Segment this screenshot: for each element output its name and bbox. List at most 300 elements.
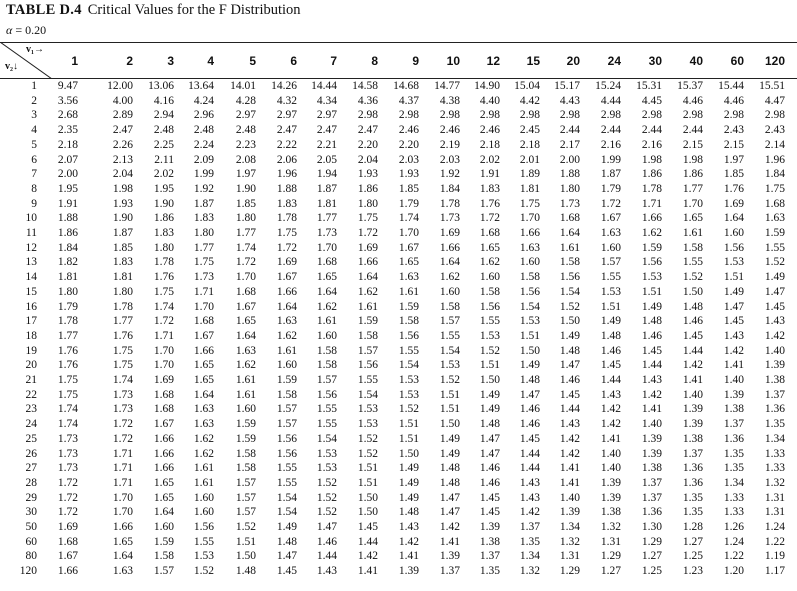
row-header: 25 xyxy=(25,432,37,445)
table-cell: 1.62 xyxy=(193,447,214,460)
row-header: 4 xyxy=(31,124,37,137)
table-cell: 1.53 xyxy=(600,285,621,298)
table-cell: 1.65 xyxy=(235,315,256,328)
table-cell: 1.54 xyxy=(357,388,378,401)
table-cell: 1.60 xyxy=(276,359,297,372)
column-header: 5 xyxy=(249,54,256,68)
table-cell: 1.52 xyxy=(316,491,337,504)
table-cell: 1.64 xyxy=(357,271,378,284)
table-cell: 1.67 xyxy=(235,300,256,313)
table-cell: 1.88 xyxy=(559,168,580,181)
table-cell: 1.70 xyxy=(235,271,256,284)
table-cell: 1.62 xyxy=(276,329,297,342)
row-header: 23 xyxy=(25,403,37,416)
table-cell: 2.21 xyxy=(316,138,337,151)
table-cell: 1.83 xyxy=(112,256,133,269)
table-cell: 1.60 xyxy=(193,491,214,504)
table-cell: 1.80 xyxy=(357,197,378,210)
column-header: 2 xyxy=(126,54,133,68)
table-cell: 15.17 xyxy=(554,80,580,92)
table-cell: 1.48 xyxy=(519,374,540,386)
row-header: 18 xyxy=(25,329,37,342)
table-cell: 1.19 xyxy=(764,550,785,563)
table-cell: 1.67 xyxy=(276,271,297,284)
table-cell: 1.50 xyxy=(479,374,500,386)
table-cell: 1.66 xyxy=(357,256,378,269)
table-cell: 14.77 xyxy=(434,80,460,92)
table-cell: 1.39 xyxy=(479,521,500,533)
column-header: 30 xyxy=(648,54,662,68)
table-cell: 2.46 xyxy=(479,124,500,137)
table-cell: 1.60 xyxy=(235,403,256,416)
table-cell: 1.41 xyxy=(682,374,703,386)
header-top-rule xyxy=(0,42,797,43)
table-cell: 1.65 xyxy=(193,374,214,386)
table-cell: 1.59 xyxy=(235,418,256,431)
table-cell: 1.70 xyxy=(153,344,174,357)
row-header: 14 xyxy=(25,271,37,284)
row-header: 20 xyxy=(25,359,37,372)
table-cell: 1.43 xyxy=(600,388,621,401)
table-cell: 1.83 xyxy=(153,227,174,239)
table-cell: 1.59 xyxy=(764,227,785,239)
table-cell: 1.47 xyxy=(723,300,744,313)
table-cell: 1.66 xyxy=(112,521,133,533)
table-cell: 1.54 xyxy=(398,359,419,372)
table-cell: 1.73 xyxy=(193,271,214,284)
row-header: 24 xyxy=(25,418,37,431)
table-cell: 2.06 xyxy=(276,153,297,166)
table-cell: 4.32 xyxy=(276,94,297,107)
table-cell: 2.16 xyxy=(600,138,621,151)
table-cell: 1.49 xyxy=(764,271,785,284)
table-cell: 1.66 xyxy=(193,344,214,357)
table-cell: 3.56 xyxy=(57,94,78,107)
table-cell: 2.98 xyxy=(723,109,744,122)
table-cell: 1.45 xyxy=(559,388,580,401)
table-cell: 2.44 xyxy=(682,124,703,137)
table-cell: 1.70 xyxy=(153,359,174,372)
table-cell: 1.31 xyxy=(600,535,621,548)
table-cell: 2.48 xyxy=(153,124,174,137)
table-cell: 2.98 xyxy=(519,109,540,122)
table-cell: 1.80 xyxy=(153,241,174,254)
table-cell: 1.53 xyxy=(316,447,337,460)
table-cell: 1.46 xyxy=(641,329,662,342)
table-cell: 1.62 xyxy=(357,285,378,298)
table-cell: 1.49 xyxy=(276,521,297,533)
table-cell: 1.96 xyxy=(276,168,297,181)
table-cell: 4.44 xyxy=(600,94,621,107)
table-cell: 1.55 xyxy=(682,256,703,269)
table-cell: 1.72 xyxy=(57,491,78,504)
table-cell: 1.40 xyxy=(600,462,621,475)
table-cell: 1.47 xyxy=(479,447,500,460)
table-cell: 1.34 xyxy=(519,550,540,563)
table-cell: 1.90 xyxy=(153,197,174,210)
table-cell: 1.57 xyxy=(439,315,460,328)
row-header: 29 xyxy=(25,491,37,504)
table-cell: 2.98 xyxy=(439,109,460,122)
table-cell: 1.63 xyxy=(193,418,214,431)
table-cell: 1.71 xyxy=(112,447,133,460)
table-cell: 1.79 xyxy=(57,300,78,313)
table-cell: 1.69 xyxy=(357,241,378,254)
table-cell: 14.44 xyxy=(311,80,337,92)
table-cell: 1.49 xyxy=(398,476,419,489)
row-header: 1 xyxy=(31,80,37,92)
table-cell: 1.51 xyxy=(641,285,662,298)
table-cell: 1.75 xyxy=(764,182,785,195)
table-cell: 1.39 xyxy=(600,476,621,489)
table-cell: 1.29 xyxy=(600,550,621,563)
table-cell: 1.96 xyxy=(764,153,785,166)
column-header: 40 xyxy=(689,54,703,68)
table-cell: 14.01 xyxy=(230,80,256,92)
table-cell: 1.39 xyxy=(398,565,419,578)
table-cell: 4.40 xyxy=(479,94,500,107)
table-cell: 1.97 xyxy=(235,168,256,181)
table-cell: 1.59 xyxy=(398,300,419,313)
table-cell: 1.53 xyxy=(439,359,460,372)
table-cell: 1.84 xyxy=(439,182,460,195)
table-cell: 1.55 xyxy=(439,329,460,342)
table-cell: 1.26 xyxy=(723,521,744,533)
row-header: 11 xyxy=(25,227,37,239)
table-cell: 1.71 xyxy=(641,197,662,210)
table-cell: 1.74 xyxy=(235,241,256,254)
table-cell: 1.72 xyxy=(153,315,174,328)
table-cell: 1.38 xyxy=(723,403,744,416)
table-cell: 1.40 xyxy=(723,374,744,386)
table-cell: 1.55 xyxy=(357,374,378,386)
table-cell: 1.53 xyxy=(641,271,662,284)
table-cell: 1.62 xyxy=(641,227,662,239)
table-cell: 1.58 xyxy=(316,344,337,357)
table-cell: 1.65 xyxy=(316,271,337,284)
table-cell: 1.49 xyxy=(398,491,419,504)
table-cell: 1.51 xyxy=(439,388,460,401)
table-cell: 1.77 xyxy=(235,227,256,239)
table-cell: 1.55 xyxy=(398,344,419,357)
table-cell: 1.32 xyxy=(764,476,785,489)
table-cell: 1.68 xyxy=(316,256,337,269)
table-cell: 1.33 xyxy=(764,447,785,460)
table-cell: 1.78 xyxy=(276,212,297,225)
table-cell: 1.37 xyxy=(682,447,703,460)
table-cell: 1.57 xyxy=(153,565,174,578)
table-cell: 1.51 xyxy=(479,359,500,372)
table-cell: 1.64 xyxy=(112,550,133,563)
table-cell: 1.41 xyxy=(357,565,378,578)
table-cell: 1.31 xyxy=(764,506,785,519)
table-cell: 1.80 xyxy=(235,212,256,225)
table-cell: 2.46 xyxy=(398,124,419,137)
table-cell: 1.74 xyxy=(112,374,133,386)
table-cell: 1.63 xyxy=(600,227,621,239)
table-cell: 1.42 xyxy=(398,535,419,548)
table-cell: 1.59 xyxy=(641,241,662,254)
header-bottom-rule xyxy=(0,78,797,79)
table-cell: 1.54 xyxy=(276,506,297,519)
table-cell: 1.63 xyxy=(398,271,419,284)
table-cell: 1.31 xyxy=(559,550,580,563)
table-cell: 1.58 xyxy=(276,388,297,401)
table-cell: 1.63 xyxy=(112,565,133,578)
table-cell: 1.68 xyxy=(764,197,785,210)
table-cell: 1.58 xyxy=(357,329,378,342)
table-cell: 1.59 xyxy=(276,374,297,386)
table-cell: 1.60 xyxy=(193,506,214,519)
table-cell: 1.40 xyxy=(641,418,662,431)
table-cell: 1.55 xyxy=(479,315,500,328)
table-cell: 2.09 xyxy=(193,153,214,166)
table-cell: 1.27 xyxy=(600,565,621,578)
table-cell: 1.67 xyxy=(153,418,174,431)
table-cell: 1.56 xyxy=(723,241,744,254)
table-cell: 1.40 xyxy=(600,447,621,460)
table-cell: 1.64 xyxy=(193,388,214,401)
table-cell: 1.77 xyxy=(193,241,214,254)
table-cell: 1.41 xyxy=(398,550,419,563)
table-cell: 1.61 xyxy=(682,227,703,239)
table-cell: 1.68 xyxy=(193,315,214,328)
row-header: 30 xyxy=(25,506,37,519)
table-cell: 1.49 xyxy=(641,300,662,313)
table-cell: 1.69 xyxy=(439,227,460,239)
table-cell: 2.17 xyxy=(559,138,580,151)
table-cell: 1.98 xyxy=(641,153,662,166)
table-cell: 1.34 xyxy=(723,476,744,489)
table-cell: 2.98 xyxy=(479,109,500,122)
table-cell: 2.22 xyxy=(276,138,297,151)
table-cell: 1.57 xyxy=(235,491,256,504)
table-cell: 1.55 xyxy=(316,403,337,416)
table-cell: 1.53 xyxy=(519,315,540,328)
table-cell: 15.04 xyxy=(514,80,540,92)
table-cell: 1.62 xyxy=(235,359,256,372)
table-cell: 4.37 xyxy=(398,94,419,107)
table-cell: 1.61 xyxy=(276,344,297,357)
table-cell: 2.18 xyxy=(479,138,500,151)
table-cell: 2.07 xyxy=(57,153,78,166)
table-cell: 1.86 xyxy=(682,168,703,181)
table-cell: 1.44 xyxy=(519,447,540,460)
table-cell: 1.78 xyxy=(57,315,78,328)
table-cell: 1.71 xyxy=(112,476,133,489)
table-cell: 4.16 xyxy=(153,94,174,107)
table-cell: 1.88 xyxy=(57,212,78,225)
column-header: 1 xyxy=(71,54,78,68)
table-cell: 1.40 xyxy=(764,344,785,357)
table-cell: 1.62 xyxy=(193,432,214,445)
table-cell: 14.26 xyxy=(271,80,297,92)
table-cell: 1.77 xyxy=(682,182,703,195)
table-cell: 1.58 xyxy=(559,256,580,269)
table-cell: 1.65 xyxy=(398,256,419,269)
table-cell: 1.57 xyxy=(600,256,621,269)
table-cell: 1.51 xyxy=(723,271,744,284)
table-cell: 1.43 xyxy=(519,491,540,504)
table-cell: 1.57 xyxy=(276,403,297,416)
table-title xyxy=(6,2,301,19)
table-cell: 1.24 xyxy=(723,535,744,548)
table-cell: 1.91 xyxy=(57,197,78,210)
table-cell: 1.86 xyxy=(57,227,78,239)
v2-label: v₂↓ xyxy=(5,61,18,72)
table-cell: 1.58 xyxy=(235,447,256,460)
table-cell: 1.46 xyxy=(519,418,540,431)
table-cell: 2.44 xyxy=(600,124,621,137)
row-header: 2 xyxy=(31,94,37,107)
table-cell: 1.84 xyxy=(764,168,785,181)
table-cell: 1.46 xyxy=(519,403,540,416)
table-cell: 2.43 xyxy=(764,124,785,137)
table-cell: 1.75 xyxy=(193,256,214,269)
table-cell: 1.50 xyxy=(439,418,460,431)
row-header: 7 xyxy=(31,168,37,181)
column-header: 9 xyxy=(412,54,419,68)
table-cell: 1.49 xyxy=(519,359,540,372)
table-cell: 2.03 xyxy=(398,153,419,166)
row-header: 15 xyxy=(25,285,37,298)
table-cell: 1.27 xyxy=(641,550,662,563)
table-cell: 1.52 xyxy=(479,344,500,357)
table-cell: 1.74 xyxy=(57,418,78,431)
table-cell: 1.80 xyxy=(559,182,580,195)
table-cell: 1.53 xyxy=(479,329,500,342)
table-cell: 1.70 xyxy=(112,506,133,519)
table-cell: 1.73 xyxy=(57,432,78,445)
table-cell: 1.53 xyxy=(316,462,337,475)
table-cell: 1.74 xyxy=(57,403,78,416)
table-cell: 1.85 xyxy=(723,168,744,181)
table-cell: 2.05 xyxy=(316,153,337,166)
table-cell: 1.72 xyxy=(57,506,78,519)
table-cell: 1.55 xyxy=(276,462,297,475)
table-cell: 1.44 xyxy=(641,359,662,372)
table-cell: 1.90 xyxy=(112,212,133,225)
table-cell: 1.50 xyxy=(519,344,540,357)
table-cell: 2.20 xyxy=(398,138,419,151)
table-cell: 1.73 xyxy=(559,197,580,210)
row-header: 28 xyxy=(25,476,37,489)
table-cell: 1.59 xyxy=(235,432,256,445)
table-cell: 1.47 xyxy=(764,285,785,298)
column-header: 3 xyxy=(167,54,174,68)
table-cell: 15.44 xyxy=(718,80,744,92)
table-cell: 1.20 xyxy=(723,565,744,578)
table-cell: 1.39 xyxy=(682,418,703,431)
table-cell: 1.53 xyxy=(723,256,744,269)
table-cell: 2.04 xyxy=(112,168,133,181)
table-cell: 1.42 xyxy=(559,447,580,460)
table-cell: 1.77 xyxy=(57,329,78,342)
table-cell: 1.68 xyxy=(153,388,174,401)
table-cell: 1.52 xyxy=(316,476,337,489)
table-cell: 1.52 xyxy=(357,432,378,445)
table-cell: 1.90 xyxy=(235,182,256,195)
table-cell: 1.39 xyxy=(559,506,580,519)
table-cell: 1.78 xyxy=(153,256,174,269)
table-cell: 1.56 xyxy=(276,432,297,445)
table-cell: 2.35 xyxy=(57,124,78,137)
table-cell: 1.75 xyxy=(57,374,78,386)
table-cell: 1.68 xyxy=(479,227,500,239)
table-cell: 1.85 xyxy=(398,182,419,195)
table-cell: 2.94 xyxy=(153,109,174,122)
table-cell: 1.64 xyxy=(235,329,256,342)
table-cell: 1.79 xyxy=(600,182,621,195)
table-cell: 1.72 xyxy=(112,432,133,445)
table-cell: 1.41 xyxy=(439,535,460,548)
table-cell: 4.46 xyxy=(682,94,703,107)
table-cell: 1.81 xyxy=(57,271,78,284)
table-cell: 4.38 xyxy=(439,94,460,107)
table-cell: 1.74 xyxy=(153,300,174,313)
table-cell: 1.17 xyxy=(764,565,785,578)
table-cell: 1.38 xyxy=(764,374,785,386)
table-cell: 1.72 xyxy=(600,197,621,210)
table-cell: 1.72 xyxy=(235,256,256,269)
table-cell: 2.15 xyxy=(723,138,744,151)
table-cell: 1.93 xyxy=(357,168,378,181)
table-cell: 1.76 xyxy=(479,197,500,210)
table-cell: 1.46 xyxy=(682,315,703,328)
table-cell: 1.68 xyxy=(559,212,580,225)
table-cell: 2.44 xyxy=(559,124,580,137)
table-cell: 1.39 xyxy=(641,432,662,445)
table-cell: 1.58 xyxy=(682,241,703,254)
table-cell: 1.64 xyxy=(316,285,337,298)
table-cell: 1.55 xyxy=(764,241,785,254)
table-cell: 1.60 xyxy=(316,329,337,342)
table-cell: 1.47 xyxy=(519,388,540,401)
table-cell: 4.28 xyxy=(235,94,256,107)
table-cell: 1.58 xyxy=(316,359,337,372)
table-cell: 1.93 xyxy=(398,168,419,181)
table-cell: 1.37 xyxy=(764,388,785,401)
table-cell: 1.53 xyxy=(193,550,214,563)
table-cell: 1.70 xyxy=(112,491,133,504)
table-cell: 2.04 xyxy=(357,153,378,166)
table-cell: 1.45 xyxy=(723,315,744,328)
table-cell: 1.38 xyxy=(600,506,621,519)
table-cell: 2.97 xyxy=(276,109,297,122)
table-cell: 1.56 xyxy=(519,285,540,298)
row-header: 10 xyxy=(25,212,37,225)
table-cell: 1.33 xyxy=(764,462,785,475)
table-cell: 1.51 xyxy=(398,432,419,445)
table-cell: 1.51 xyxy=(398,418,419,431)
table-cell: 1.67 xyxy=(57,550,78,563)
table-cell: 1.46 xyxy=(479,462,500,475)
table-cell: 1.28 xyxy=(682,521,703,533)
table-cell: 2.97 xyxy=(316,109,337,122)
table-cell: 1.45 xyxy=(276,565,297,578)
table-cell: 1.98 xyxy=(112,182,133,195)
table-cell: 1.87 xyxy=(112,227,133,239)
table-cell: 1.29 xyxy=(559,565,580,578)
table-cell: 15.31 xyxy=(636,80,662,92)
table-cell: 1.41 xyxy=(641,403,662,416)
table-cell: 1.54 xyxy=(316,432,337,445)
table-cell: 2.68 xyxy=(57,109,78,122)
table-cell: 1.46 xyxy=(600,344,621,357)
column-header: 4 xyxy=(207,54,214,68)
v1-label: v₁→ xyxy=(26,44,44,55)
row-header: 120 xyxy=(19,565,37,578)
